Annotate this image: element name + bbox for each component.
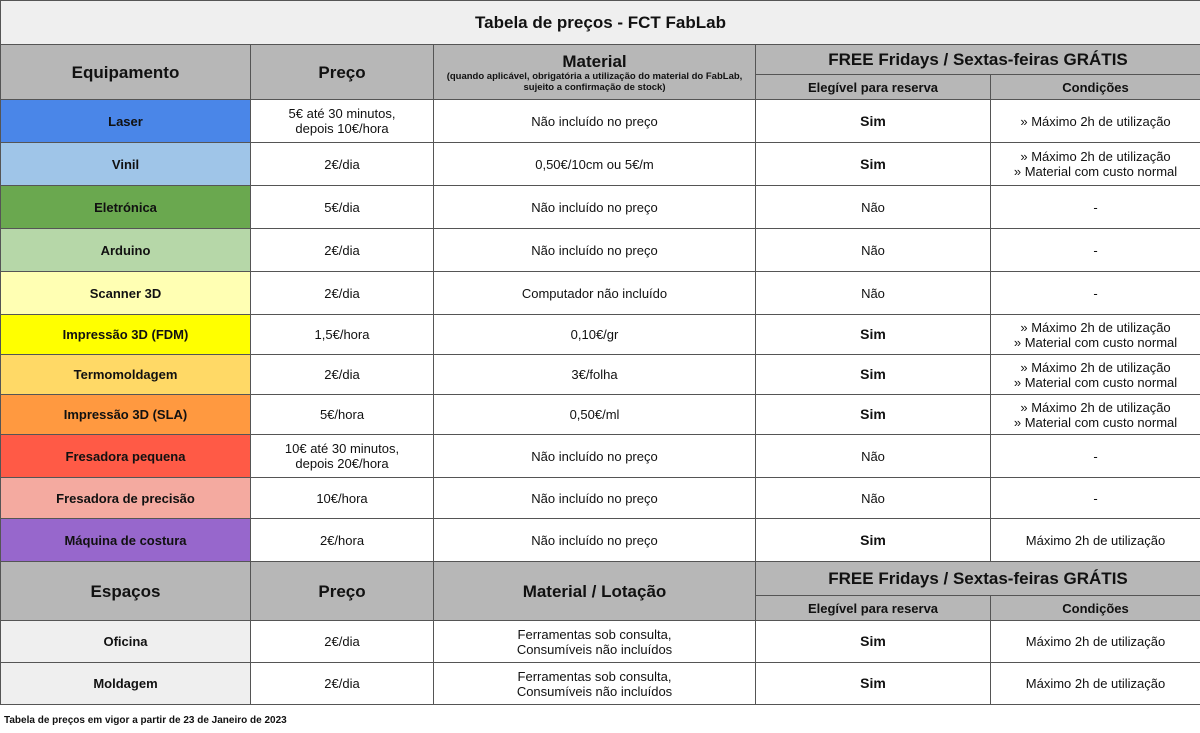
equipment-name: Impressão 3D (FDM) bbox=[1, 315, 251, 355]
condition-line: - bbox=[1093, 490, 1098, 506]
condition-line: - bbox=[1093, 285, 1098, 301]
equipment-material: Computador não incluído bbox=[434, 272, 756, 315]
equipment-eligible: Sim bbox=[756, 315, 991, 355]
condition-line: » Material com custo normal bbox=[1013, 374, 1178, 390]
equipment-price bbox=[251, 143, 434, 186]
space-price: 2€/dia bbox=[251, 621, 434, 663]
equipment-price bbox=[251, 272, 434, 315]
header-material bbox=[434, 45, 756, 100]
table-row bbox=[1, 478, 1200, 519]
equipment-price bbox=[251, 435, 434, 478]
condition-line: » Máximo 2h de utilização bbox=[1020, 319, 1171, 335]
header-material-title: Material bbox=[562, 51, 627, 71]
equipment-eligible: Sim bbox=[756, 395, 991, 435]
equipment-material: Não incluído no preço bbox=[434, 186, 756, 229]
price-line: 5€ até 30 minutos, bbox=[288, 106, 396, 121]
condition-line: » Material com custo normal bbox=[1013, 164, 1178, 179]
equipment-material: Não incluído no preço bbox=[434, 435, 756, 478]
equipment-name: Fresadora pequena bbox=[1, 435, 251, 478]
price-line: depois 20€/hora bbox=[295, 456, 389, 471]
condition-line: » Máximo 2h de utilização bbox=[1020, 113, 1171, 129]
space-name: Oficina bbox=[1, 621, 251, 663]
table-row bbox=[1, 143, 1200, 186]
header-spaces-material: Material / Lotação bbox=[434, 562, 756, 621]
equipment-eligible: Sim bbox=[756, 355, 991, 395]
equipment-eligible: Sim bbox=[756, 519, 991, 562]
price-line: 2€/hora bbox=[319, 532, 365, 548]
equipment-conditions bbox=[991, 143, 1200, 186]
equipment-conditions bbox=[991, 478, 1200, 519]
price-line: 1,5€/hora bbox=[314, 327, 370, 342]
condition-line: - bbox=[1093, 199, 1098, 215]
price-line: 5€/dia bbox=[324, 199, 360, 215]
table-row bbox=[1, 435, 1200, 478]
equipment-name: Termomoldagem bbox=[1, 355, 251, 395]
table-row bbox=[1, 186, 1200, 229]
equipment-conditions bbox=[991, 100, 1200, 143]
table-row bbox=[1, 315, 1200, 355]
equipment-eligible: Não bbox=[756, 272, 991, 315]
equipment-eligible: Não bbox=[756, 229, 991, 272]
equipment-price bbox=[251, 519, 434, 562]
space-conditions: Máximo 2h de utilização bbox=[991, 621, 1200, 663]
equipment-price bbox=[251, 315, 434, 355]
header-spaces-conditions: Condições bbox=[991, 596, 1200, 621]
equipment-price bbox=[251, 186, 434, 229]
space-material bbox=[434, 621, 756, 663]
condition-line: - bbox=[1093, 242, 1098, 258]
equipment-eligible: Sim bbox=[756, 143, 991, 186]
equipment-name: Scanner 3D bbox=[1, 272, 251, 315]
equipment-conditions bbox=[991, 272, 1200, 315]
price-line: 2€/dia bbox=[324, 285, 360, 301]
material-line: Ferramentas sob consulta, bbox=[517, 626, 672, 642]
header-spaces-free-fridays: FREE Fridays / Sextas-feiras GRÁTIS bbox=[756, 562, 1200, 596]
table-row bbox=[1, 229, 1200, 272]
table-row bbox=[1, 519, 1200, 562]
price-line: 5€/hora bbox=[319, 407, 365, 422]
equipment-material: 0,10€/gr bbox=[434, 315, 756, 355]
space-price: 2€/dia bbox=[251, 663, 434, 705]
equipment-material: Não incluído no preço bbox=[434, 519, 756, 562]
equipment-eligible: Sim bbox=[756, 100, 991, 143]
header-price: Preço bbox=[251, 45, 434, 100]
equipment-eligible: Não bbox=[756, 435, 991, 478]
condition-line: Máximo 2h de utilização bbox=[1025, 532, 1166, 548]
material-line: Consumíveis não incluídos bbox=[516, 683, 673, 699]
price-line: 2€/dia bbox=[324, 156, 360, 172]
condition-line: - bbox=[1093, 448, 1098, 464]
equipment-conditions bbox=[991, 519, 1200, 562]
equipment-name: Laser bbox=[1, 100, 251, 143]
equipment-material: Não incluído no preço bbox=[434, 478, 756, 519]
equipment-price bbox=[251, 478, 434, 519]
equipment-price bbox=[251, 100, 434, 143]
price-line: 2€/dia bbox=[324, 242, 360, 258]
space-eligible: Sim bbox=[756, 621, 991, 663]
equipment-eligible: Não bbox=[756, 478, 991, 519]
header-spaces-eligible: Elegível para reserva bbox=[756, 596, 991, 621]
table-row bbox=[1, 663, 1200, 705]
material-line: Ferramentas sob consulta, bbox=[517, 668, 672, 684]
equipment-conditions bbox=[991, 229, 1200, 272]
equipment-conditions bbox=[991, 435, 1200, 478]
header-conditions: Condições bbox=[991, 75, 1200, 100]
table-row bbox=[1, 355, 1200, 395]
table-row bbox=[1, 272, 1200, 315]
material-line: Consumíveis não incluídos bbox=[516, 641, 673, 657]
condition-line: » Máximo 2h de utilização bbox=[1020, 399, 1171, 415]
footer-note: Tabela de preços em vigor a partir de 23 de Janeiro de 2023 bbox=[4, 715, 287, 726]
space-conditions: Máximo 2h de utilização bbox=[991, 663, 1200, 705]
equipment-price bbox=[251, 229, 434, 272]
equipment-name: Eletrónica bbox=[1, 186, 251, 229]
space-eligible: Sim bbox=[756, 663, 991, 705]
equipment-price bbox=[251, 395, 434, 435]
price-line: 10€/hora bbox=[316, 490, 368, 506]
table-row bbox=[1, 100, 1200, 143]
header-eligible: Elegível para reserva bbox=[756, 75, 991, 100]
equipment-material: Não incluído no preço bbox=[434, 229, 756, 272]
header-spaces-price: Preço bbox=[251, 562, 434, 621]
equipment-material: 0,50€/ml bbox=[434, 395, 756, 435]
equipment-name: Máquina de costura bbox=[1, 519, 251, 562]
equipment-conditions bbox=[991, 355, 1200, 395]
space-material bbox=[434, 663, 756, 705]
equipment-conditions bbox=[991, 186, 1200, 229]
price-line: 2€/dia bbox=[324, 367, 360, 382]
condition-line: » Material com custo normal bbox=[1013, 414, 1178, 430]
equipment-price bbox=[251, 355, 434, 395]
header-spaces: Espaços bbox=[1, 562, 251, 621]
equipment-material: Não incluído no preço bbox=[434, 100, 756, 143]
space-name: Moldagem bbox=[1, 663, 251, 705]
equipment-name: Vinil bbox=[1, 143, 251, 186]
equipment-material: 3€/folha bbox=[434, 355, 756, 395]
price-line: 10€ até 30 minutos, bbox=[284, 441, 400, 456]
price-line: depois 10€/hora bbox=[295, 121, 389, 136]
equipment-conditions bbox=[991, 395, 1200, 435]
condition-line: » Material com custo normal bbox=[1013, 334, 1178, 350]
condition-line: » Máximo 2h de utilização bbox=[1020, 359, 1171, 375]
equipment-material: 0,50€/10cm ou 5€/m bbox=[434, 143, 756, 186]
equipment-conditions bbox=[991, 315, 1200, 355]
table-row bbox=[1, 621, 1200, 663]
equipment-name: Arduino bbox=[1, 229, 251, 272]
header-material-note: (quando aplicável, obrigatória a utilização do material do FabLab, sujeito a confirmação de stock) bbox=[446, 70, 743, 93]
header-equipment: Equipamento bbox=[1, 45, 251, 100]
equipment-name: Fresadora de precisão bbox=[1, 478, 251, 519]
table-title: Tabela de preços - FCT FabLab bbox=[1, 1, 1200, 45]
header-free-fridays: FREE Fridays / Sextas-feiras GRÁTIS bbox=[756, 45, 1200, 75]
equipment-eligible: Não bbox=[756, 186, 991, 229]
equipment-name: Impressão 3D (SLA) bbox=[1, 395, 251, 435]
condition-line: » Máximo 2h de utilização bbox=[1020, 149, 1171, 164]
table-row bbox=[1, 395, 1200, 435]
